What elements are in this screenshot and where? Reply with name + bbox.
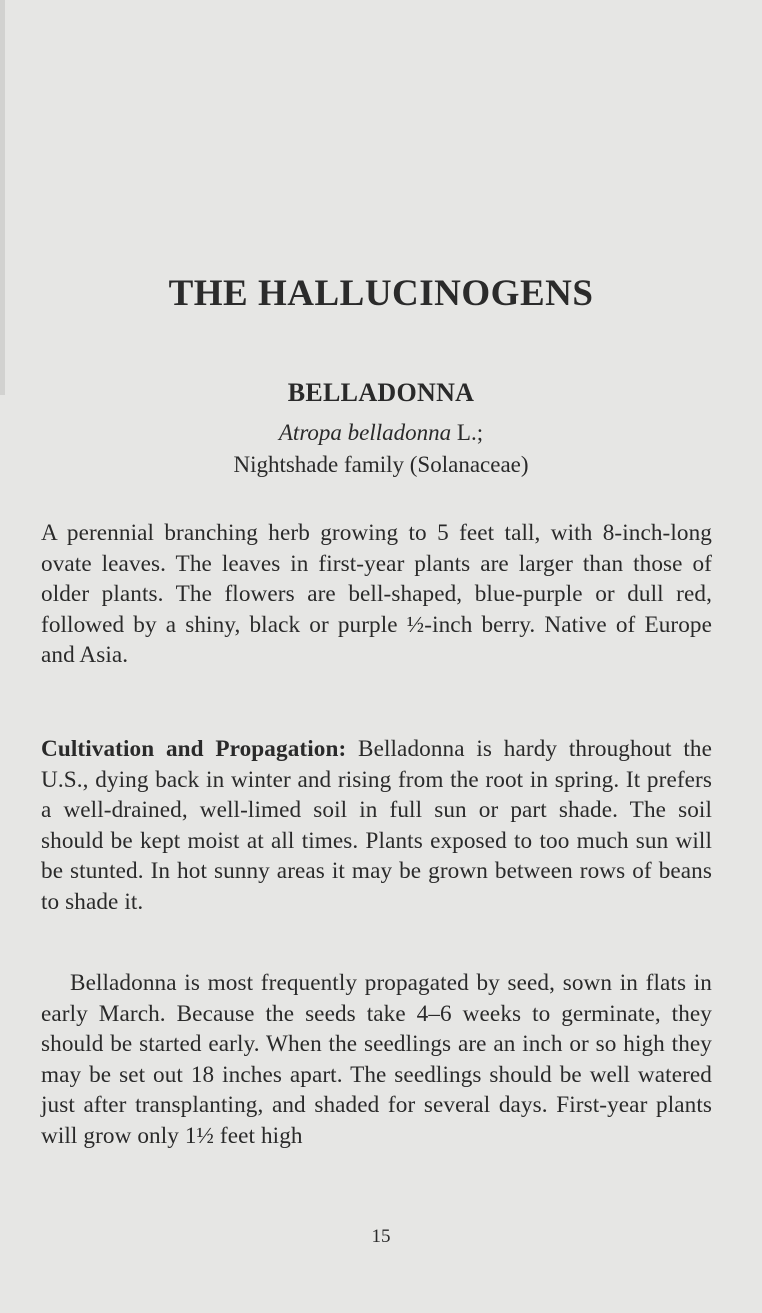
entry-title: BELLADONNA [287,378,475,407]
latin-name-line [0,420,762,446]
description-paragraph [41,518,712,671]
page-edge-shadow [0,0,5,395]
latin-name: Atropa belladonna [278,420,452,445]
page-number: 15 [371,1226,391,1247]
latin-suffix: L.; [451,420,484,445]
section-title: THE HALLUCINOGENS [168,273,594,314]
cultivation-lead: Cultivation and Propagation: [41,736,347,762]
cultivation-paragraph [41,734,712,917]
cultivation-text: Belladonna is hardy throughout the U.S., dying back in winter and rising from the root in spring. It prefers a well-drained, well-limed soil in full sun or part shade. The soil should be kept moist at all times. Plants exposed to too much sun will be stunted. In hot sunny areas it may be grown between rows of beans to shade it. [41,736,712,915]
plant-family: Nightshade family (Solanaceae) [233,452,529,477]
cultivation-text-block [41,734,712,917]
description-text: A perennial branching herb growing to 5 feet tall, with 8-inch-long ovate leaves. The leaves in first-year plants are larger than those of older plants. The flowers are bell-shaped, blue-purple or dull red, followed by a shiny, black or purple ½-inch berry. Native of Europe and Asia. [41,520,712,668]
propagation-text: Belladonna is most frequently propagated by seed, sown in flats in early March. Because the seeds take 4–6 weeks to germinate, they should be started early. When the seedlings are an inch or so high they may be set out 18 inches apart. The seedlings should be well watered just after transplanting, and shaded for several days. First-year plants will grow only 1½ feet high [41,970,712,1149]
propagation-paragraph [41,968,712,1151]
